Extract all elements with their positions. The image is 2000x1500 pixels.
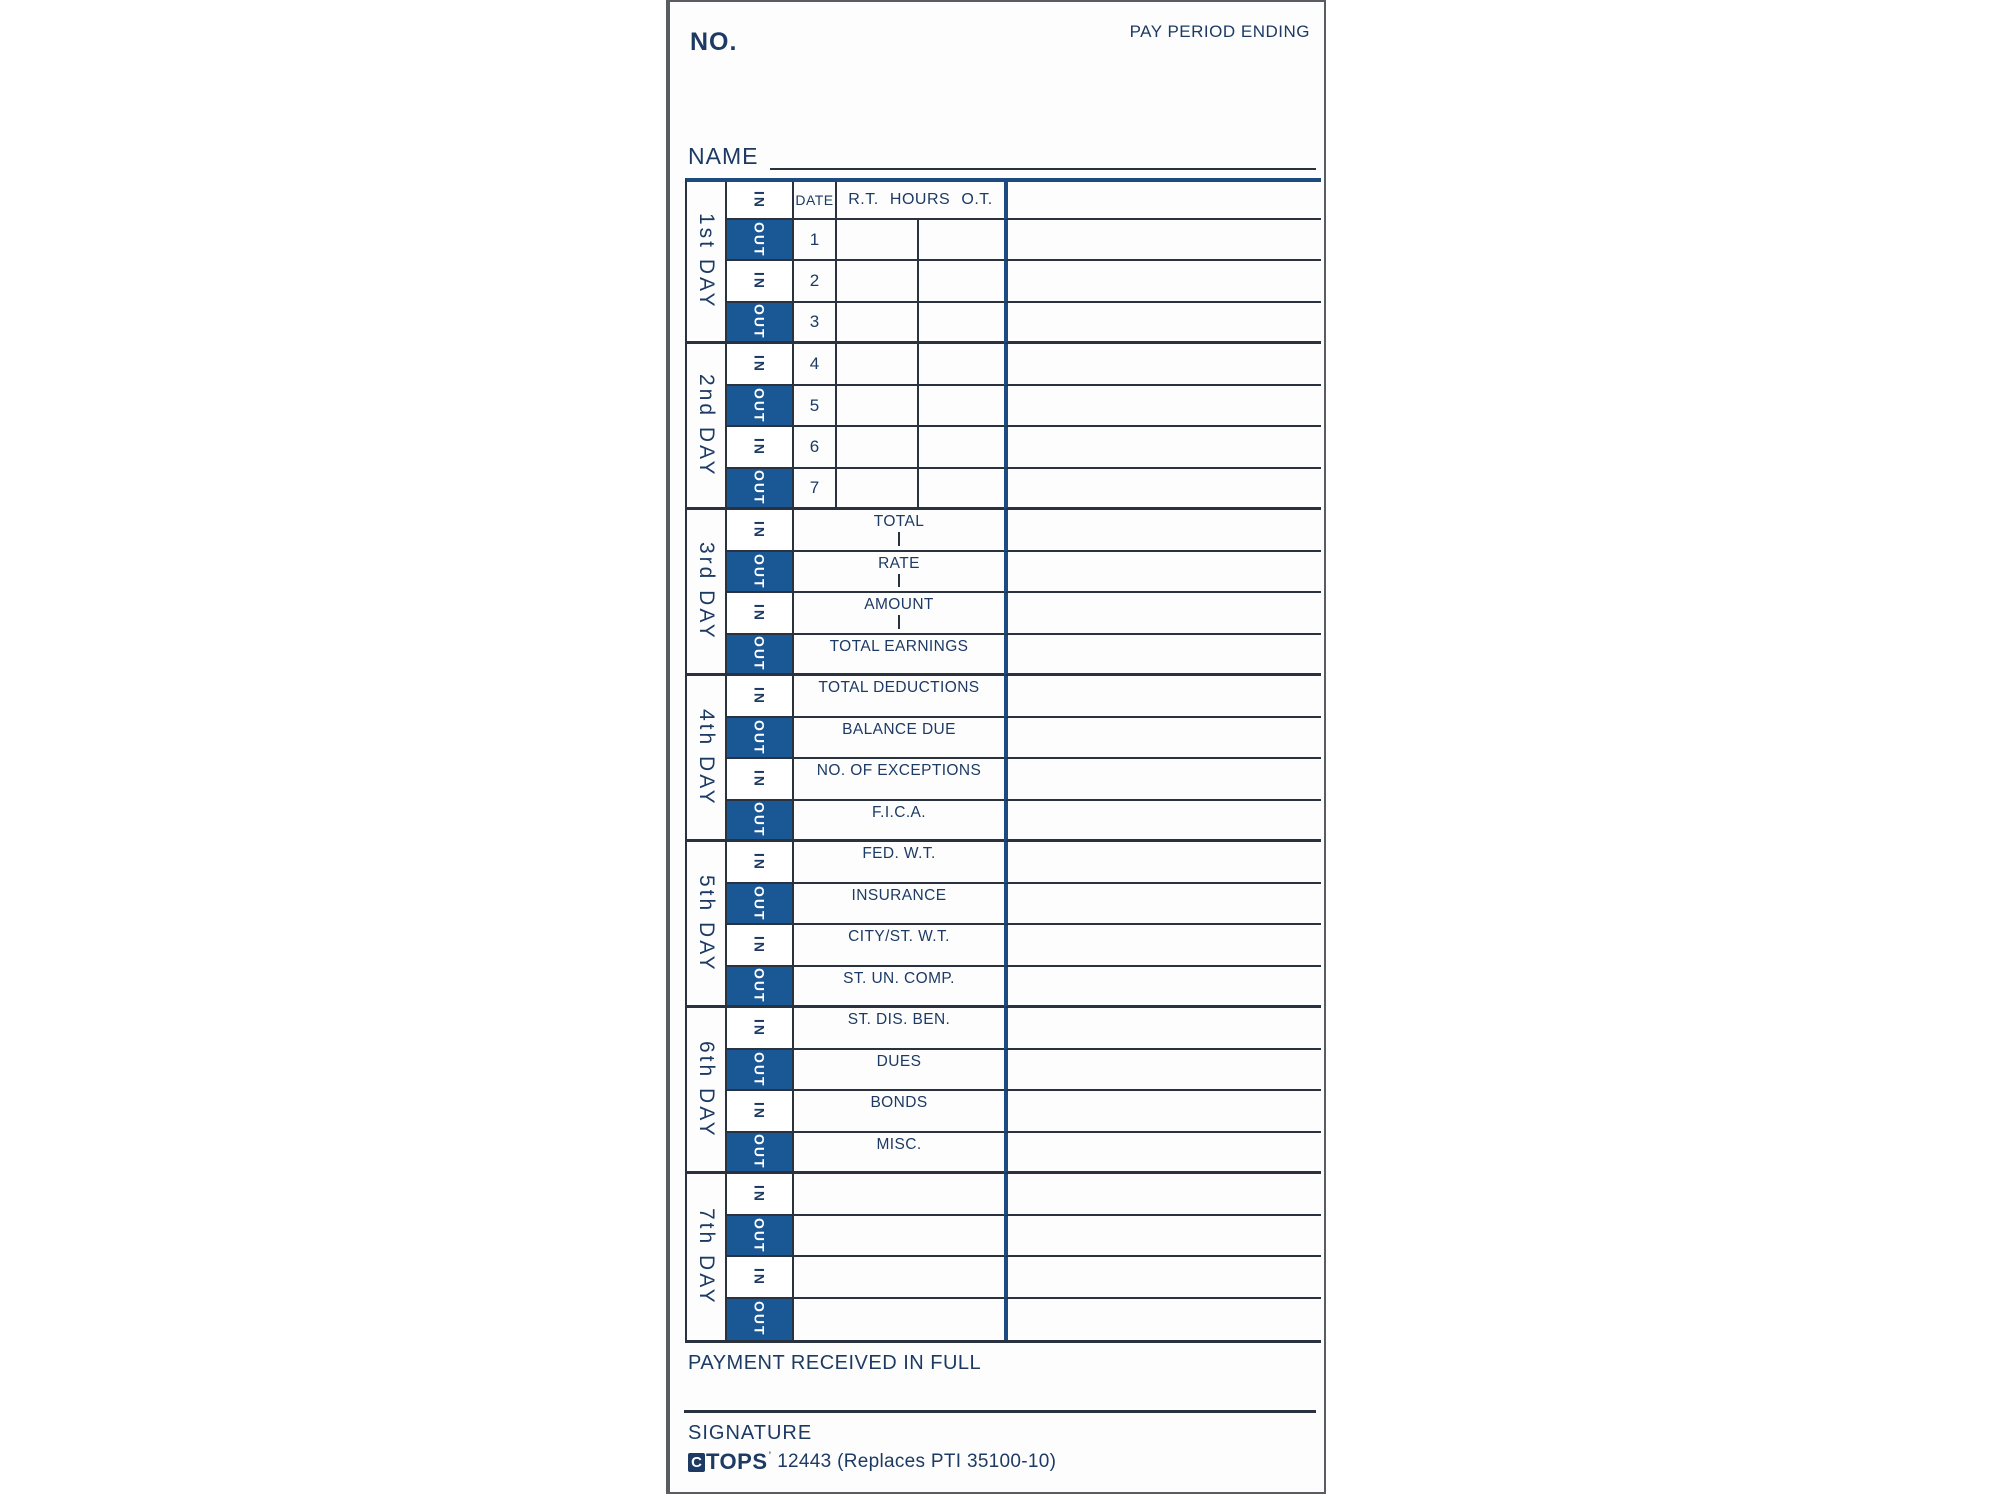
entry-cell	[1004, 718, 1321, 759]
in-cell: IN	[727, 344, 794, 385]
blank-cell	[794, 1299, 1004, 1340]
day-label-7: 7th DAY	[687, 1174, 727, 1340]
rt-hours-cell	[837, 344, 919, 383]
brand-name: TOPS	[706, 1449, 768, 1474]
ot-hours-cell	[919, 386, 1004, 425]
divider-tick	[898, 574, 900, 587]
date-row	[794, 344, 1004, 385]
rt-hours-cell	[837, 386, 919, 425]
in-cell: IN	[727, 1257, 794, 1298]
out-cell: OUT	[727, 1050, 794, 1091]
out-cell: OUT	[727, 1299, 794, 1340]
entry-cell	[1004, 801, 1321, 842]
entry-cell	[1004, 303, 1321, 344]
ot-header: O.T.	[961, 191, 993, 208]
summary-row-total-earnings: TOTAL EARNINGS	[794, 635, 1004, 676]
date-row	[794, 261, 1004, 302]
entry-cell	[1004, 552, 1321, 593]
date-number: 5	[794, 386, 837, 425]
entry-cell	[1004, 1257, 1321, 1298]
summary-row-dues: DUES	[794, 1050, 1004, 1091]
summary-row-insurance: INSURANCE	[794, 884, 1004, 925]
name-label: NAME	[688, 143, 759, 169]
ot-hours-cell	[919, 469, 1004, 507]
entry-cell	[1004, 842, 1321, 883]
date-row	[794, 220, 1004, 261]
ot-hours-cell	[919, 344, 1004, 383]
summary-row-total: TOTAL	[794, 510, 1004, 551]
summary-row-misc: MISC.	[794, 1133, 1004, 1174]
out-cell: OUT	[727, 718, 794, 759]
out-cell: OUT	[727, 220, 794, 261]
date-row	[794, 427, 1004, 468]
column-header-cell	[794, 182, 1004, 220]
entry-cell	[1004, 386, 1321, 427]
tops-logo-icon: C	[688, 1453, 705, 1472]
in-cell: IN	[727, 510, 794, 551]
summary-row-fed-wt: FED. W.T.	[794, 842, 1004, 883]
rt-hours-cell	[837, 261, 919, 300]
signature-line	[684, 1410, 1316, 1413]
time-card	[666, 0, 1326, 1494]
day-label-5: 5th DAY	[687, 842, 727, 1008]
hours-header: HOURS	[889, 191, 951, 208]
entry-cell	[1004, 759, 1321, 800]
brand-registered-mark: ’	[768, 1449, 772, 1463]
out-cell: OUT	[727, 386, 794, 427]
in-cell: IN	[727, 676, 794, 717]
in-cell: IN	[727, 1091, 794, 1132]
ot-hours-cell	[919, 261, 1004, 300]
out-cell: OUT	[727, 469, 794, 510]
ot-hours-cell	[919, 220, 1004, 259]
date-number: 6	[794, 427, 837, 466]
rt-header: R.T.	[848, 191, 879, 208]
name-row	[688, 142, 1316, 170]
date-number: 3	[794, 303, 837, 341]
payment-received-label: PAYMENT RECEIVED IN FULL	[688, 1352, 982, 1374]
in-cell: IN	[727, 842, 794, 883]
date-column-header: DATE	[794, 182, 837, 218]
summary-row-fica: F.I.C.A.	[794, 801, 1004, 842]
out-cell: OUT	[727, 1133, 794, 1174]
entry-cell	[1004, 261, 1321, 302]
entry-cell	[1004, 1008, 1321, 1049]
entry-cell	[1004, 1091, 1321, 1132]
entry-cell	[1004, 884, 1321, 925]
date-row	[794, 303, 1004, 344]
date-number: 2	[794, 261, 837, 300]
date-number: 4	[794, 344, 837, 383]
rt-hours-cell	[837, 220, 919, 259]
entry-cell	[1004, 469, 1321, 510]
day-label-3: 3rd DAY	[687, 510, 727, 676]
entry-cell	[1004, 1174, 1321, 1215]
out-cell: OUT	[727, 635, 794, 676]
rt-hours-cell	[837, 469, 919, 507]
out-cell: OUT	[727, 1216, 794, 1257]
ot-hours-cell	[919, 303, 1004, 341]
product-code: 12443 (Replaces PTI 35100-10)	[777, 1451, 1057, 1472]
out-cell: OUT	[727, 967, 794, 1008]
entry-cell	[1004, 635, 1321, 676]
summary-row-city-st-wt: CITY/ST. W.T.	[794, 925, 1004, 966]
in-cell: IN	[727, 1008, 794, 1049]
summary-row-balance-due: BALANCE DUE	[794, 718, 1004, 759]
divider-tick	[898, 615, 900, 628]
entry-cell	[1004, 344, 1321, 385]
entry-cell	[1004, 220, 1321, 261]
ot-hours-cell	[919, 427, 1004, 466]
blank-cell	[794, 1216, 1004, 1257]
in-cell: IN	[727, 593, 794, 634]
in-cell: IN	[727, 1174, 794, 1215]
entry-cell	[1004, 1216, 1321, 1257]
day-label-4: 4th DAY	[687, 676, 727, 842]
blank-cell	[794, 1257, 1004, 1298]
rt-hours-cell	[837, 303, 919, 341]
hours-column-header	[837, 182, 1004, 218]
timecard-grid	[685, 178, 1321, 1343]
blank-cell	[794, 1174, 1004, 1215]
divider-tick	[898, 532, 900, 545]
entry-cell	[1004, 925, 1321, 966]
summary-row-exceptions: NO. OF EXCEPTIONS	[794, 759, 1004, 800]
out-cell: OUT	[727, 552, 794, 593]
in-cell: IN	[727, 759, 794, 800]
entry-cell	[1004, 1050, 1321, 1091]
summary-row-rate: RATE	[794, 552, 1004, 593]
in-cell: IN	[727, 925, 794, 966]
entry-cell	[1004, 967, 1321, 1008]
out-cell: OUT	[727, 303, 794, 344]
date-number: 1	[794, 220, 837, 259]
rt-hours-cell	[837, 427, 919, 466]
summary-row-bonds: BONDS	[794, 1091, 1004, 1132]
date-row	[794, 469, 1004, 510]
entry-cell	[1004, 1299, 1321, 1340]
summary-row-st-un-comp: ST. UN. COMP.	[794, 967, 1004, 1008]
entry-cell	[1004, 510, 1321, 551]
day-label-2: 2nd DAY	[687, 344, 727, 510]
summary-row-st-dis-ben: ST. DIS. BEN.	[794, 1008, 1004, 1049]
entry-cell	[1004, 676, 1321, 717]
in-cell: IN	[727, 427, 794, 468]
in-cell: IN	[727, 182, 794, 220]
date-number: 7	[794, 469, 837, 507]
pay-period-ending-label: PAY PERIOD ENDING	[1129, 22, 1310, 41]
no-label: NO.	[690, 28, 738, 56]
entry-cell	[1004, 182, 1321, 220]
day-label-6: 6th DAY	[687, 1008, 727, 1174]
out-cell: OUT	[727, 884, 794, 925]
summary-row-total-deductions: TOTAL DEDUCTIONS	[794, 676, 1004, 717]
brand-row	[688, 1449, 1056, 1475]
name-blank-line	[770, 142, 1316, 170]
entry-cell	[1004, 427, 1321, 468]
summary-row-amount: AMOUNT	[794, 593, 1004, 634]
entry-cell	[1004, 1133, 1321, 1174]
in-cell: IN	[727, 261, 794, 302]
signature-label: SIGNATURE	[688, 1422, 813, 1444]
entry-cell	[1004, 593, 1321, 634]
out-cell: OUT	[727, 801, 794, 842]
date-row	[794, 386, 1004, 427]
day-label-1: 1st DAY	[687, 182, 727, 344]
